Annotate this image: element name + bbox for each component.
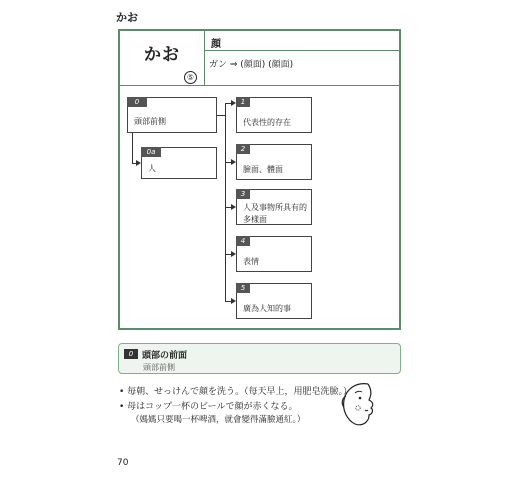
example-2-translation: （媽媽只要喝一杯啤酒，就會變得滿臉通紅。） (131, 415, 306, 425)
arrow-sub (136, 160, 141, 166)
arrow-4 (231, 251, 236, 257)
sub-box (141, 147, 217, 179)
arrow-1 (231, 100, 236, 106)
sense-tag-2: 2 (236, 144, 250, 154)
sense-label-3: 人及事物所具有的多樣面 (243, 203, 307, 224)
sense-label-5: 廣為人知的事 (243, 304, 291, 313)
sub-label: 人 (148, 164, 156, 173)
kanji: 顔 (211, 39, 221, 50)
connector-root-out (217, 115, 225, 116)
face-illustration (338, 380, 382, 428)
example-1: • 毎朝、せっけんで顔を洗う。（每天早上，用肥皂洗臉。） (119, 387, 352, 397)
connector-sub-vertical (132, 133, 133, 163)
page-number: 70 (117, 458, 129, 468)
example-2: • 母はコップ一杯のビールで顔が赤くなる。 (119, 402, 298, 412)
arrow-3 (231, 204, 236, 210)
level-badge: ⑤ (184, 71, 197, 84)
sense-tag-1: 1 (236, 97, 250, 107)
root-tag: 0 (127, 97, 147, 107)
sense-label-2: 臉面、體面 (243, 165, 283, 174)
sense-tag-5: 5 (236, 283, 250, 293)
sub-tag: 0a (141, 147, 161, 157)
sense-box-3 (236, 189, 312, 225)
sense-tag-4: 4 (236, 236, 250, 246)
arrow-5 (231, 298, 236, 304)
sense-label-1: 代表性的存在 (243, 118, 291, 127)
arrow-2 (231, 159, 236, 165)
headword: かお (144, 45, 180, 65)
sense-box-4 (236, 236, 312, 272)
sense-box-5 (236, 283, 312, 319)
root-box (127, 97, 217, 133)
connector-trunk (225, 103, 226, 302)
sense-tag-3: 3 (236, 189, 250, 199)
root-label: 頭部前側 (134, 117, 166, 126)
note-title: 頭部の前面 (142, 351, 188, 361)
sense-box-1 (236, 97, 312, 133)
sense-label-4: 表情 (243, 257, 259, 266)
reading-line: ガン ⇒ (顔面) (顔面) (209, 60, 294, 70)
note-subtitle: 頭部前側 (143, 363, 175, 372)
info-divider (205, 50, 399, 51)
sense-box-2 (236, 144, 312, 180)
note-tag: 0 (124, 349, 138, 359)
running-head: かお (116, 11, 138, 24)
